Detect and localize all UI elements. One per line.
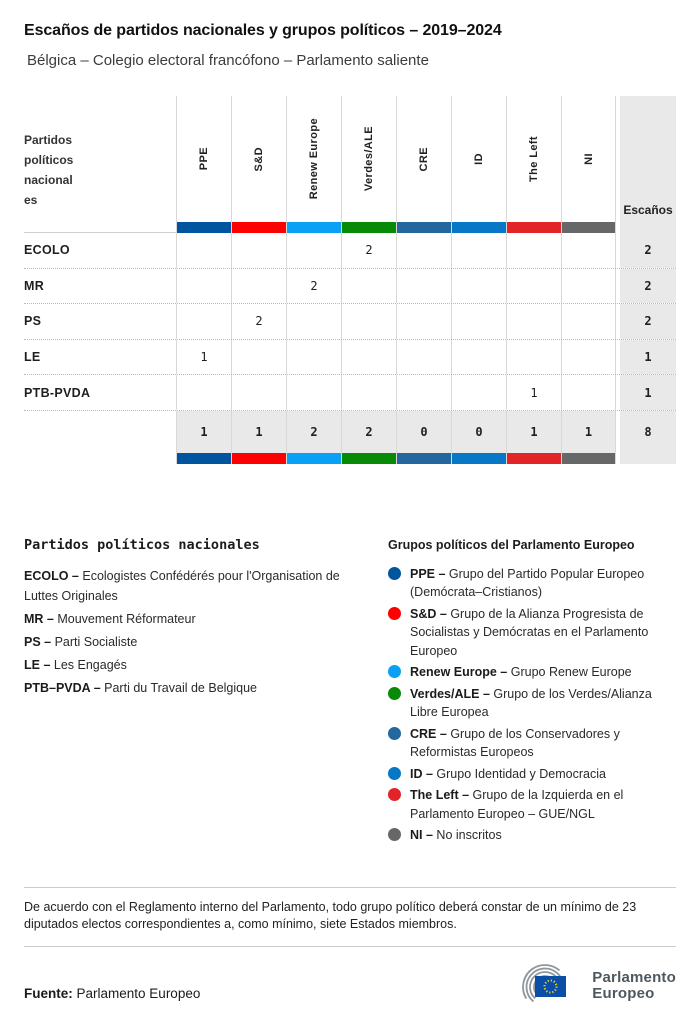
source-text: Parlamento Europeo [76, 985, 201, 1001]
legend-group-item: Renew Europe – Grupo Renew Europe [388, 663, 676, 682]
row-header-line: Partidos [24, 133, 73, 147]
seat-cell [561, 233, 616, 268]
party-label: PS [24, 314, 42, 329]
color-swatch-renew [286, 453, 341, 464]
column-total: 0 [396, 411, 451, 453]
seat-cell [341, 340, 396, 375]
seat-cell: 1 [506, 375, 561, 410]
seat-cell [396, 269, 451, 304]
party-label: ECOLO [24, 243, 70, 258]
color-swatch-ni [561, 453, 616, 464]
page-subtitle: Bélgica – Colegio electoral francófono – Parlamento saliente [27, 52, 429, 69]
legend-party-item: MR – Mouvement Réformateur [24, 611, 196, 626]
legend-parties-heading: Partidos políticos nacionales [24, 536, 260, 553]
european-parliament-logo [495, 963, 676, 1009]
grand-total-cell: 8 [616, 411, 676, 453]
seat-cell [231, 269, 286, 304]
column-header-cre: CRE [396, 96, 451, 222]
seat-cell: 2 [286, 269, 341, 304]
column-header-sd: S&D [231, 96, 286, 222]
legend-section [24, 537, 676, 848]
party-label: LE [24, 350, 41, 365]
seat-cell [286, 304, 341, 339]
seat-cell [286, 375, 341, 410]
party-label: MR [24, 278, 45, 293]
legend-group-item: ID – Grupo Identidad y Democracia [388, 765, 676, 784]
column-total: 1 [231, 411, 286, 453]
legend-group-item: NI – No inscritos [388, 826, 676, 845]
table-row [24, 375, 676, 411]
column-header-theleft: The Left [506, 96, 561, 222]
legend-party-item: LE – Les Engagés [24, 657, 127, 672]
legend-group-item: Verdes/ALE – Grupo de los Verdes/Alianza Libre Europea [388, 685, 676, 722]
seat-cell [341, 375, 396, 410]
color-swatch-theleft [506, 453, 561, 464]
seat-cell [506, 269, 561, 304]
column-header-ppe: PPE [176, 96, 231, 222]
legend-group-item: S&D – Grupo de la Alianza Progresista de Socialistas y Demócratas en el Parlamento Europeo [388, 605, 676, 661]
seat-cell [396, 340, 451, 375]
seat-cell [506, 304, 561, 339]
column-total: 1 [176, 411, 231, 453]
color-swatch-ni [561, 222, 616, 233]
page [0, 22, 700, 1009]
seat-cell [231, 340, 286, 375]
seat-cell [506, 233, 561, 268]
row-header-cell [24, 96, 176, 222]
color-swatch-theleft [506, 222, 561, 233]
seat-cell [231, 233, 286, 268]
color-swatch-ppe [176, 453, 231, 464]
spacer-cell [24, 222, 176, 233]
seat-cell [396, 233, 451, 268]
column-header-ni: NI [561, 96, 616, 222]
group-color-dot [388, 767, 401, 780]
page-title: Escaños de partidos nacionales y grupos políticos – 2019–2024 [24, 22, 502, 39]
column-header-renew: Renew Europe [286, 96, 341, 222]
row-header-line: políticos [24, 153, 74, 167]
group-color-dot [388, 665, 401, 678]
table-row [24, 233, 676, 269]
party-label: PTB-PVDA [24, 385, 91, 400]
source-label: Fuente: [24, 985, 73, 1001]
color-swatch-id [451, 222, 506, 233]
totals-spacer [24, 411, 176, 453]
color-swatch-sd [231, 222, 286, 233]
seats-table [24, 96, 676, 464]
seat-cell [561, 340, 616, 375]
row-header-line: nacional [24, 173, 73, 187]
group-color-dot [388, 607, 401, 620]
seat-cell [396, 375, 451, 410]
color-swatch-ppe [176, 222, 231, 233]
row-total-cell: 2 [616, 233, 676, 268]
seat-cell [396, 304, 451, 339]
column-header-id: ID [451, 96, 506, 222]
footnote: De acuerdo con el Reglamento interno del Parlamento, todo grupo político deberá constar de un mínimo de 23 diputados electos correspondientes a, como mínimo, siete Estados miembros. [24, 887, 676, 947]
seat-cell: 1 [176, 340, 231, 375]
color-swatch-verdes [341, 453, 396, 464]
table-row [24, 340, 676, 376]
seat-cell [506, 340, 561, 375]
column-header-seats: Escaños [616, 96, 676, 222]
eu-flag [535, 976, 566, 997]
column-total: 2 [341, 411, 396, 453]
seat-cell [286, 233, 341, 268]
column-total: 1 [561, 411, 616, 453]
totals-row [24, 411, 676, 453]
seat-cell [286, 340, 341, 375]
seat-cell [341, 269, 396, 304]
seats-column-band [616, 222, 676, 233]
row-total-cell: 1 [616, 340, 676, 375]
legend-group-item: CRE – Grupo de los Conservadores y Reformistas Europeos [388, 725, 676, 762]
row-total-cell: 2 [616, 304, 676, 339]
group-color-dot [388, 727, 401, 740]
seat-cell [231, 375, 286, 410]
seat-cell [451, 233, 506, 268]
seat-cell [561, 304, 616, 339]
table-row [24, 269, 676, 305]
group-color-dot [388, 687, 401, 700]
legend-groups-heading: Grupos políticos del Parlamento Europeo [388, 537, 635, 552]
legend-group-item: The Left – Grupo de la Izquierda en el Parlamento Europeo – GUE/NGL [388, 786, 676, 823]
column-total: 0 [451, 411, 506, 453]
seat-cell [561, 269, 616, 304]
row-total-cell: 1 [616, 375, 676, 410]
group-color-bar [24, 453, 676, 464]
column-total: 1 [506, 411, 561, 453]
legend-national-parties [24, 537, 354, 848]
legend-party-item: ECOLO – Ecologistes Confédérés pour l'Organisation de Luttes Originales [24, 568, 340, 603]
table-row [24, 304, 676, 340]
group-color-dot [388, 567, 401, 580]
legend-group-item: PPE – Grupo del Partido Popular Europeo (Demócrata–Cristianos) [388, 565, 676, 602]
legend-party-item: PS – Parti Socialiste [24, 634, 138, 649]
seat-cell [451, 304, 506, 339]
row-header-line: es [24, 193, 38, 207]
color-swatch-renew [286, 222, 341, 233]
column-total: 2 [286, 411, 341, 453]
seat-cell [176, 375, 231, 410]
seat-cell [176, 233, 231, 268]
seat-cell [341, 304, 396, 339]
hemicycle-flag-icon [495, 963, 583, 1009]
seat-cell: 2 [341, 233, 396, 268]
column-header-verdes: Verdes/ALE [341, 96, 396, 222]
color-swatch-verdes [341, 222, 396, 233]
legend-party-item: PTB–PVDA – Parti du Travail de Belgique [24, 680, 258, 695]
footer-bar [24, 959, 676, 1009]
seat-cell [176, 304, 231, 339]
color-swatch-cre [396, 222, 451, 233]
seat-cell [451, 269, 506, 304]
seat-cell [451, 375, 506, 410]
seat-cell [176, 269, 231, 304]
legend-political-groups [388, 537, 676, 848]
seat-cell [561, 375, 616, 410]
spacer-cell [24, 453, 176, 464]
seat-cell: 2 [231, 304, 286, 339]
group-color-bar [24, 222, 676, 233]
group-color-dot [388, 788, 401, 801]
logo-wordmark: Parlamento Europeo [592, 968, 676, 1002]
color-swatch-cre [396, 453, 451, 464]
seats-column-band [616, 453, 676, 464]
source-line [24, 986, 200, 1009]
seat-cell [451, 340, 506, 375]
color-swatch-id [451, 453, 506, 464]
row-total-cell: 2 [616, 269, 676, 304]
group-color-dot [388, 828, 401, 841]
color-swatch-sd [231, 453, 286, 464]
table-header-row [24, 96, 676, 222]
